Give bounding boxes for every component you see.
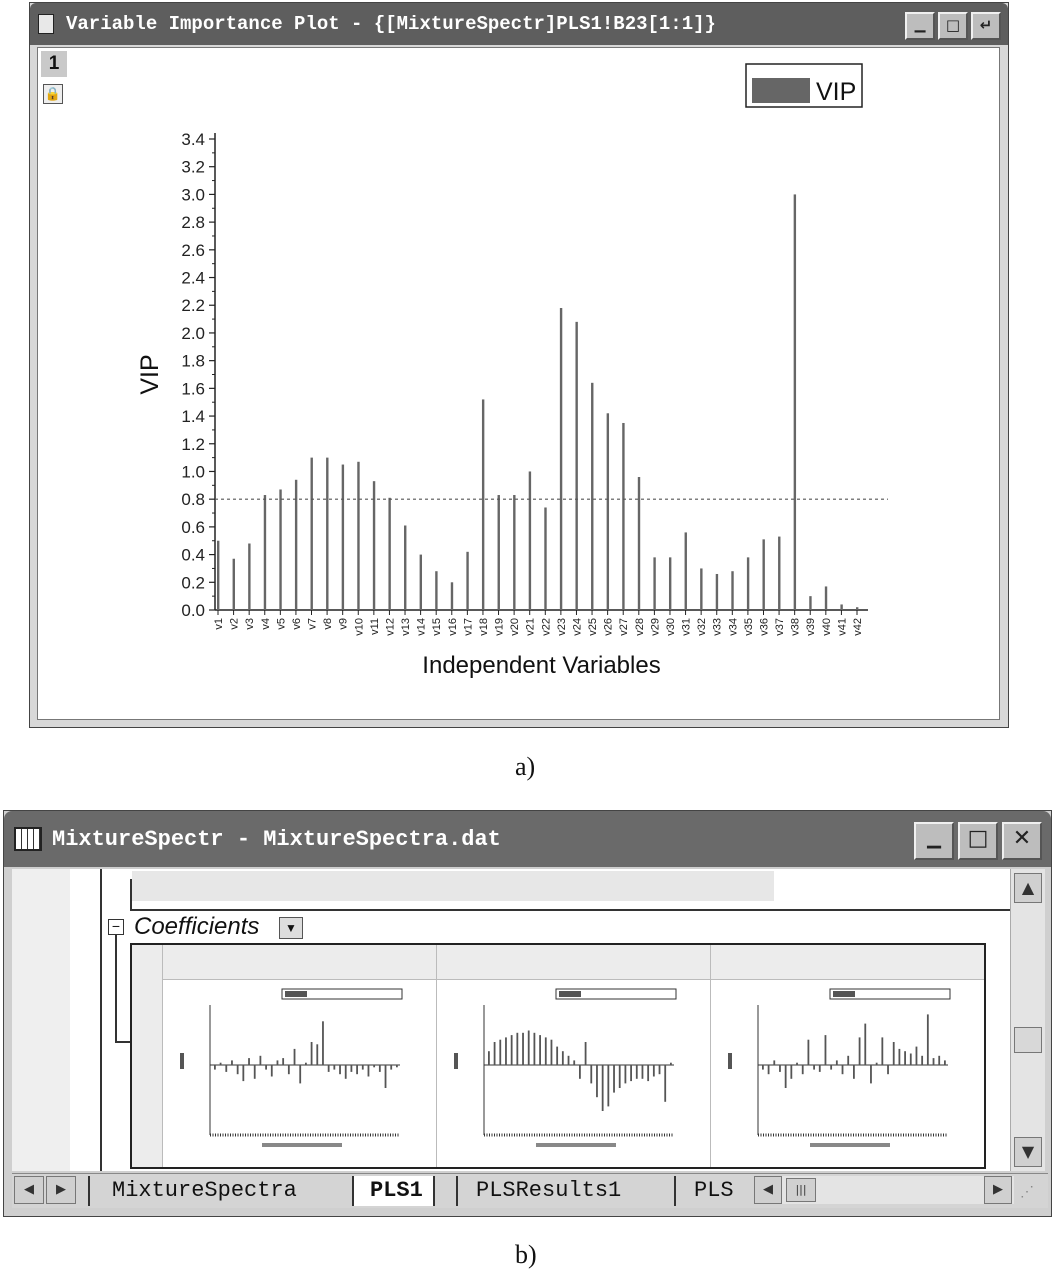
mini-bar	[288, 1065, 290, 1074]
bar	[311, 458, 313, 610]
bar	[373, 481, 375, 610]
worksheet-icon	[38, 14, 54, 34]
resize-grip-icon[interactable]: ⋰	[1020, 1183, 1034, 1199]
maximize-button-b[interactable]	[958, 822, 998, 860]
x-tick-label: v34	[727, 618, 740, 636]
x-axis	[213, 610, 868, 636]
tab-scroll-left[interactable]	[14, 1176, 44, 1204]
mini-bar	[242, 1065, 244, 1081]
mini-bar	[254, 1065, 256, 1079]
hscroll-right-button[interactable]	[984, 1176, 1012, 1204]
bar	[778, 537, 780, 610]
legend	[746, 64, 862, 107]
tab-label: MixtureSpectra	[112, 1178, 297, 1203]
mini-bar	[231, 1060, 233, 1065]
mini-bar	[887, 1065, 889, 1074]
chevron-right-icon: ▶	[56, 1182, 66, 1197]
mini-bar	[927, 1014, 929, 1065]
mini-bar	[556, 1047, 558, 1065]
x-tick-label: v22	[540, 618, 553, 636]
x-axis-label: Independent Variables	[422, 652, 661, 679]
bars	[217, 194, 858, 610]
bar	[653, 557, 655, 610]
mini-bar	[813, 1065, 815, 1070]
mini-bar	[613, 1065, 615, 1093]
bar	[840, 604, 842, 610]
tab-scroll-right[interactable]	[46, 1176, 76, 1204]
mini-bar	[921, 1056, 923, 1065]
y-tick-label: 0.8	[181, 490, 205, 510]
chevron-down-icon: ▼	[1021, 1142, 1035, 1161]
mini-bar	[499, 1040, 501, 1065]
caption-b: b)	[515, 1240, 537, 1269]
bar	[498, 495, 500, 610]
mini-bar	[602, 1065, 604, 1111]
mini-bar	[333, 1065, 335, 1070]
bar	[404, 525, 406, 610]
x-tick-label: v28	[633, 618, 646, 636]
bar	[513, 495, 515, 610]
top-rule	[130, 909, 1010, 911]
x-tick-label: v41	[836, 618, 849, 636]
vip-chart	[38, 48, 999, 719]
top-rule-connector	[130, 879, 132, 911]
mini-bar	[265, 1065, 267, 1070]
tree-line-vertical	[100, 869, 102, 1171]
mini-bar	[808, 1040, 810, 1065]
bar	[731, 571, 733, 610]
mini-bar	[534, 1033, 536, 1065]
tab-strip	[80, 1176, 750, 1206]
mini-bar	[659, 1065, 661, 1074]
chevron-down-icon: ▼	[285, 921, 297, 935]
bar	[856, 607, 858, 610]
mini-bar	[305, 1063, 307, 1065]
mini-bar	[762, 1065, 764, 1070]
y-tick-label: 3.0	[181, 185, 205, 205]
bar	[233, 559, 235, 610]
mini-bar	[528, 1031, 530, 1066]
graph-page	[37, 47, 1000, 720]
y-axis-label: VIP	[136, 354, 164, 395]
mini-bar	[260, 1056, 262, 1065]
mini-bar	[636, 1065, 638, 1079]
y-tick-label: 3.2	[181, 157, 205, 177]
x-tick-label: v38	[789, 618, 802, 636]
mini-bar	[539, 1035, 541, 1065]
restore-button[interactable]	[971, 12, 1001, 40]
col-divider-2	[710, 945, 711, 1167]
maximize-icon: □	[945, 16, 961, 34]
mini-legend-swatch	[285, 991, 307, 997]
mini-bar	[642, 1065, 644, 1079]
mini-bar	[870, 1065, 872, 1083]
mini-bar	[351, 1065, 353, 1072]
vertical-scrollbar[interactable]	[1010, 869, 1045, 1171]
mini-bar	[328, 1065, 330, 1072]
window-b-titlebar[interactable]	[4, 811, 1051, 867]
bar	[762, 539, 764, 610]
report-content	[12, 869, 1010, 1171]
bar	[544, 507, 546, 610]
mini-bar	[596, 1065, 598, 1097]
close-icon: ✕	[1012, 826, 1032, 851]
x-tick-label: v32	[696, 618, 709, 636]
table-row-header-col	[132, 945, 163, 1167]
mini-bar	[271, 1065, 273, 1077]
bar	[716, 574, 718, 610]
left-gutter	[12, 869, 70, 1171]
x-tick-label: v27	[618, 618, 631, 636]
mini-bar	[938, 1056, 940, 1065]
mini-bar	[847, 1056, 849, 1065]
mini-bar	[573, 1060, 575, 1065]
mini-bar	[842, 1065, 844, 1074]
mini-bar	[551, 1040, 553, 1065]
top-grey-bar	[132, 871, 774, 901]
hscroll-left-button[interactable]	[754, 1176, 782, 1204]
minimize-icon: ▁	[927, 828, 941, 849]
bar	[700, 568, 702, 610]
mini-bar	[277, 1060, 279, 1065]
mini-bar	[396, 1065, 398, 1067]
x-tick-label: v2	[228, 618, 241, 630]
window-variable-importance	[29, 2, 1009, 728]
chevron-up-icon: ▲	[1021, 878, 1035, 897]
bar	[482, 399, 484, 610]
mini-bar	[836, 1060, 838, 1065]
bar	[685, 532, 687, 610]
mini-graph-3[interactable]	[720, 985, 978, 1160]
section-title[interactable]: Coefficients	[134, 913, 260, 940]
y-tick-label: 2.6	[181, 240, 205, 260]
bar	[638, 477, 640, 610]
x-tick-label: v17	[462, 618, 475, 636]
bar	[388, 498, 390, 610]
mini-bar	[225, 1065, 227, 1072]
mini-bar	[568, 1056, 570, 1065]
tab-label: PLS	[694, 1178, 734, 1203]
window-a-titlebar[interactable]	[30, 3, 1008, 45]
x-tick-label: v6	[290, 618, 303, 630]
mini-bar	[322, 1021, 324, 1065]
mini-bar	[825, 1035, 827, 1065]
close-button-b[interactable]	[1002, 822, 1042, 860]
mini-legend-swatch	[833, 991, 855, 997]
y-tick-label: 0.0	[181, 601, 205, 620]
bar	[591, 383, 593, 610]
window-b-title: MixtureSpectr - MixtureSpectra.dat	[52, 827, 501, 852]
x-tick-label: v13	[400, 618, 413, 636]
mini-x-label	[262, 1143, 342, 1147]
bar	[466, 552, 468, 610]
x-tick-label: v23	[555, 618, 568, 636]
x-tick-label: v31	[680, 618, 693, 636]
x-tick-label: v19	[493, 618, 506, 636]
mini-bar	[356, 1065, 358, 1074]
x-tick-label: v42	[852, 618, 864, 636]
mini-bar	[494, 1042, 496, 1065]
x-tick-label: v26	[602, 618, 615, 636]
maximize-icon: □	[967, 826, 989, 851]
mini-bar	[390, 1065, 392, 1070]
mini-bar	[299, 1065, 301, 1083]
legend-swatch	[752, 78, 810, 103]
mini-bar	[488, 1051, 490, 1065]
y-tick-label: 2.0	[181, 323, 205, 343]
x-tick-label: v1	[213, 618, 225, 630]
maximize-button[interactable]	[938, 12, 968, 40]
x-tick-label: v5	[275, 618, 288, 630]
bar	[248, 544, 250, 610]
bar	[326, 458, 328, 610]
mini-y-label	[180, 1053, 184, 1069]
mini-bar	[237, 1065, 239, 1074]
lock-icon[interactable]: 🔒	[43, 84, 63, 104]
layer-number-badge[interactable]: 1	[41, 51, 67, 77]
bar	[669, 557, 671, 610]
minimize-icon: ▁	[914, 17, 926, 33]
chevron-left-icon: ◀	[763, 1182, 773, 1197]
tab-plsresults1[interactable]	[456, 1176, 631, 1206]
mini-bar	[876, 1063, 878, 1065]
mini-graph-2[interactable]	[446, 985, 704, 1160]
mini-bar	[859, 1037, 861, 1065]
horizontal-scrollbar[interactable]	[754, 1176, 1014, 1204]
tab-pls1[interactable]	[352, 1176, 435, 1206]
x-tick-label: v39	[805, 618, 818, 636]
tree-branch	[115, 935, 117, 1043]
mini-x-label	[536, 1143, 616, 1147]
mini-legend-swatch	[559, 991, 581, 997]
mini-bar	[664, 1065, 666, 1102]
bar	[794, 194, 796, 610]
mini-bar	[339, 1065, 341, 1074]
x-tick-label: v29	[649, 618, 662, 636]
mini-bar	[214, 1065, 216, 1070]
bar	[217, 541, 219, 610]
x-tick-label: v11	[368, 618, 381, 635]
mini-bar	[619, 1065, 621, 1088]
x-tick-label: v25	[587, 618, 600, 636]
bar	[357, 462, 359, 610]
y-tick-label: 1.0	[181, 462, 205, 482]
mini-bar	[220, 1063, 222, 1065]
x-tick-label: v20	[509, 618, 522, 636]
col-divider-1	[436, 945, 437, 1167]
y-tick-label: 1.2	[181, 434, 205, 454]
mini-bar	[944, 1060, 946, 1065]
mini-bar	[779, 1065, 781, 1072]
bar	[622, 423, 624, 610]
mini-bar	[607, 1065, 609, 1106]
mini-bar	[768, 1065, 770, 1074]
window-mixture-spectra	[3, 810, 1052, 1217]
tab-label: PLS1	[370, 1178, 423, 1203]
mini-y-label	[454, 1053, 458, 1069]
mini-bar	[785, 1065, 787, 1088]
tab-label: PLSResults1	[476, 1178, 622, 1203]
mini-bar	[516, 1033, 518, 1065]
mini-bar	[853, 1065, 855, 1079]
mini-bar	[282, 1058, 284, 1065]
x-tick-label: v33	[711, 618, 724, 636]
spreadsheet-icon	[14, 827, 42, 851]
bar	[809, 596, 811, 610]
x-tick-label: v21	[524, 618, 537, 636]
x-tick-label: v3	[244, 618, 257, 630]
x-tick-label: v7	[306, 618, 319, 630]
x-tick-label: v9	[337, 618, 350, 630]
y-tick-label: 3.4	[181, 130, 205, 149]
y-tick-label: 2.8	[181, 213, 205, 233]
hscroll-thumb[interactable]: |||	[786, 1178, 816, 1202]
x-tick-label: v4	[259, 618, 272, 630]
mini-bar	[910, 1054, 912, 1066]
mini-bar	[653, 1065, 655, 1077]
mini-bar	[830, 1065, 832, 1070]
mini-bar	[368, 1065, 370, 1077]
x-tick-label: v14	[415, 618, 428, 636]
mini-bar	[864, 1024, 866, 1065]
bar	[575, 322, 577, 610]
x-tick-label: v35	[742, 618, 755, 636]
mini-bar	[511, 1035, 513, 1065]
table-header-row	[132, 945, 984, 980]
bar	[560, 308, 562, 610]
y-tick-label: 1.8	[181, 351, 205, 371]
caption-a: a)	[515, 752, 536, 781]
mini-bar	[802, 1065, 804, 1074]
mini-bar	[916, 1047, 918, 1065]
tab-mixturespectra[interactable]	[88, 1176, 305, 1206]
mini-bar	[579, 1065, 581, 1079]
x-tick-label: v12	[384, 618, 397, 636]
x-tick-label: v36	[758, 618, 771, 636]
x-tick-label: v24	[571, 618, 584, 636]
x-tick-label: v37	[774, 618, 787, 636]
mini-bar	[893, 1042, 895, 1065]
chevron-right-icon: ▶	[993, 1182, 1003, 1197]
mini-bar	[933, 1058, 935, 1065]
tab-pls[interactable]	[674, 1176, 744, 1206]
mini-bar	[796, 1063, 798, 1065]
bar	[451, 582, 453, 610]
bar	[420, 555, 422, 610]
legend-label: VIP	[816, 78, 857, 106]
mini-x-label	[810, 1143, 890, 1147]
y-tick-label: 0.4	[181, 545, 205, 565]
mini-bar	[819, 1065, 821, 1072]
bar	[607, 413, 609, 610]
mini-bar	[294, 1049, 296, 1065]
section-dropdown-button[interactable]	[279, 917, 303, 939]
mini-bar	[881, 1037, 883, 1065]
mini-graph-1[interactable]	[172, 985, 430, 1160]
scroll-down-button[interactable]	[1014, 1137, 1042, 1167]
mini-bar	[904, 1051, 906, 1065]
bar	[825, 586, 827, 610]
x-tick-label: v18	[477, 618, 490, 636]
minimize-button-b[interactable]	[914, 822, 954, 860]
mini-bar	[899, 1049, 901, 1065]
collapse-toggle[interactable]: −	[108, 919, 124, 935]
scroll-thumb[interactable]	[1014, 1027, 1042, 1053]
mini-bar	[345, 1065, 347, 1079]
bar	[342, 465, 344, 610]
mini-bar	[590, 1065, 592, 1083]
minimize-button[interactable]	[905, 12, 935, 40]
x-tick-label: v30	[664, 618, 677, 636]
mini-bar	[790, 1065, 792, 1079]
x-tick-label: v40	[820, 618, 833, 636]
mini-bar	[373, 1065, 375, 1067]
mini-bar	[545, 1037, 547, 1065]
y-tick-label: 2.2	[181, 296, 205, 316]
mini-bar	[505, 1037, 507, 1065]
mini-bar	[670, 1063, 672, 1065]
bar	[435, 571, 437, 610]
mini-bar	[585, 1042, 587, 1065]
y-tick-label: 2.4	[181, 268, 205, 288]
scroll-up-button[interactable]	[1014, 873, 1042, 903]
x-tick-label: v16	[446, 618, 459, 636]
mini-bar	[647, 1065, 649, 1081]
mini-bar	[562, 1051, 564, 1065]
chevron-left-icon: ◀	[24, 1182, 34, 1197]
y-tick-label: 0.6	[181, 517, 205, 537]
mini-bar	[625, 1065, 627, 1083]
restore-icon: ↵	[979, 16, 993, 34]
mini-bar	[385, 1065, 387, 1088]
y-axis	[181, 130, 215, 620]
mini-bar	[379, 1065, 381, 1072]
bar	[264, 495, 266, 610]
window-a-title: Variable Importance Plot - {[MixtureSpectr]PLS1!B23[1:1]}	[66, 13, 716, 35]
bar	[529, 471, 531, 610]
mini-bar	[311, 1042, 313, 1065]
sheet-tab-bar	[12, 1173, 1048, 1208]
y-tick-label: 0.2	[181, 573, 205, 593]
y-tick-label: 1.6	[181, 379, 205, 399]
x-tick-label: v10	[353, 618, 366, 636]
y-tick-label: 1.4	[181, 407, 205, 427]
x-tick-label: v8	[322, 618, 335, 630]
mini-bar	[248, 1058, 250, 1065]
mini-bar	[522, 1033, 524, 1065]
mini-bar	[630, 1065, 632, 1081]
mini-bar	[773, 1060, 775, 1065]
bar	[279, 489, 281, 610]
mini-bar	[362, 1065, 364, 1070]
mini-y-label	[728, 1053, 732, 1069]
coefficients-table	[130, 943, 986, 1169]
mini-bar	[316, 1044, 318, 1065]
x-tick-label: v15	[431, 618, 444, 636]
bar	[747, 557, 749, 610]
